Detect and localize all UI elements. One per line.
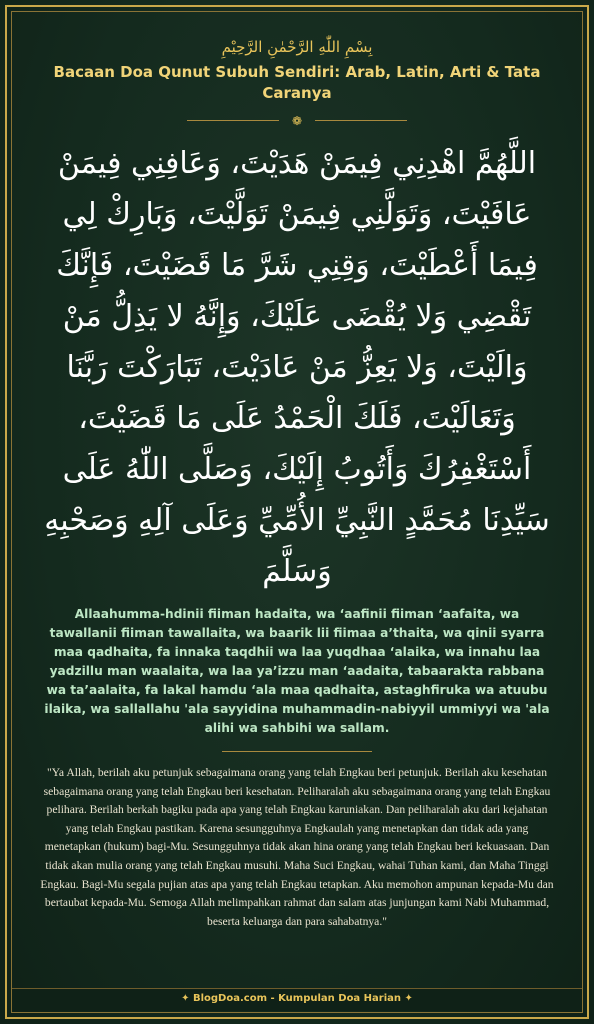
divider-line-left — [187, 120, 279, 121]
doa-translation: "Ya Allah, berilah aku petunjuk sebagaimana orang yang telah Engkau beri petunjuk. Berilah aku kesehatan sebagaimana orang yang telah Engkau beri kesehatan. Peliharalah aku sebagaimana orang yang telah Engkau pelihara. Berilah berkah bagiku pada apa yang telah Engkau karuniakan. Dan peliharalah aku dari kejahatan yang telah Engkau pastikan. Karena sesungguhnya Engkaulah yang menetapkan dan tidak ada yang menetapkan (hukum) bagi-Mu. Sesungguhnya tidak akan hina orang yang telah Engkau beri kekuasaan. Dan tidak akan mulia orang yang telah Engkau musuhi. Maha Suci Engkau, wahai Tuhan kami, dan Maha Tinggi Engkau. Bagi-Mu segala pujian atas apa yang telah Engkau tetapkan. Aku memohon ampunan kepada-Mu dan bertaubat kepada-Mu. Semoga Allah melimpahkan rahmat dan salam atas junjungan kami Nabi Muhammad, beserta keluarga dan para sahabatnya." — [40, 766, 554, 928]
divider-line-right — [315, 120, 407, 121]
basmala-heading: بِسْمِ اللّٰهِ الرَّحْمٰنِ الرَّحِيْمِ — [221, 38, 373, 56]
doa-latin-transliteration: Allaahumma-hdinii fiiman hadaita, wa ‘aafinii fiiman ‘aafaita, wa tawallanii fiiman tawallaita, wa baarik lii fiimaa a’thaita, wa qinii syarra maa qadhaita, fa innaka taqdhii wa laa yuqdhaa ‘alaika, wa innahu laa yadzillu man waalaita, wa laa ya’izzu man ‘aadaita, tabaarakta rabbana wa ta’aalaita, fa lakal hamdu ‘ala maa qadhaita, astaghfiruka wa atuubu ilaika, wa sallallahu 'ala sayyidina muhammadin-nabiyyil ummiyyi wa 'ala alihi wa sahbihi wa sallam. — [44, 607, 550, 735]
page-title: Bacaan Doa Qunut Subuh Sendiri: Arab, Latin, Arti & Tata Caranya — [53, 63, 541, 102]
flower-ornament-icon: ❁ — [291, 114, 303, 128]
doa-arabic-text: اللَّهُمَّ اهْدِنِي فِيمَنْ هَدَيْتَ، وَعَافِنِي فِيمَنْ عَافَيْتَ، وَتَوَلَّنِي فِيمَنْ تَوَلَّيْتَ، وَبَارِكْ لِي فِيمَا أَعْطَيْتَ، وَقِنِي شَرَّ مَا قَضَيْتَ، فَإِنَّكَ تَقْضِي وَلا يُقْضَى عَلَيْكَ، وَإِنَّهُ لا يَذِلُّ مَنْ وَالَيْتَ، وَلا يَعِزُّ مَنْ عَادَيْتَ، تَبَارَكْتَ رَبَّنَا وَتَعَالَيْتَ، فَلَكَ الْحَمْدُ عَلَى مَا قَضَيْتَ، أَسْتَغْفِرُكَ وَأَتُوبُ إِلَيْكَ، وَصَلَّى اللّٰهُ عَلَى سَيِّدِنَا مُحَمَّدٍ النَّبِيِّ الأُمِّيِّ وَعَلَى آلِهِ وَصَحْبِهِ وَسَلَّمَ — [44, 146, 550, 589]
footer-credit: ✦ BlogDoa.com - Kumpulan Doa Harian ✦ — [181, 993, 413, 1004]
section-divider — [222, 751, 372, 752]
ornament-divider — [187, 114, 407, 128]
